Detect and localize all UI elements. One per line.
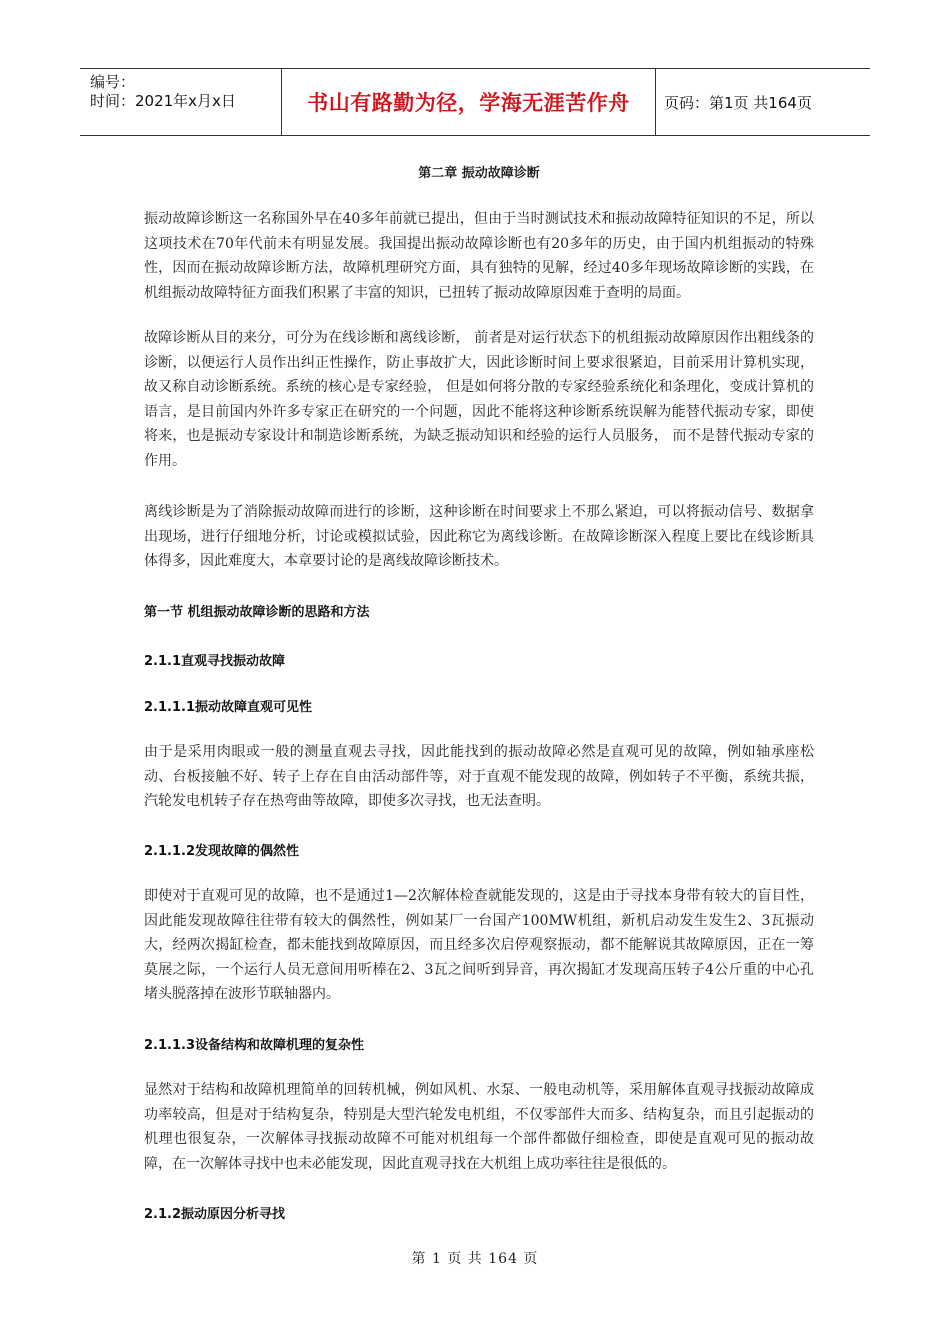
paragraph-visibility: 由于是采用肉眼或一般的测量直观去寻找，因此能找到的振动故障必然是直观可见的故障，例如轴承座松动、台板接触不好、转子上存在自由活动部件等，对于直观不能发现的故障，例如转子不平衡，系统共振，汽轮发电机转子存在热弯曲等故障，即使多次寻找，也无法查明。 (144, 744, 814, 809)
subsection-heading: 2.1.1直观寻找振动故障 (144, 654, 286, 669)
chapter-title: 第二章 振动故障诊断 (418, 166, 540, 181)
header-motto: 书山有路勤为径，学海无涯苦作舟 (281, 69, 656, 135)
section-heading: 第一节 机组振动故障诊断的思路和方法 (144, 605, 370, 620)
paragraph-contingency: 即使对于直观可见的故障，也不是通过1—2次解体检查就能发现的，这是由于寻找本身带有较大的盲目性，因此能发现故障往往带有较大的偶然性，例如某厂一台国产100MW机组，新机启动发生发生2、3瓦振动大，经两次揭缸检查，都未能找到故障原因，而且经多次启停观察振动，都不能解说其故障原因，正在一筹莫展之际，一个运行人员无意间用听棒在2、3瓦之间听到异音，再次揭缸才发现高压转子4公斤重的中心孔堵头脱落掉在波形节联轴器内。 (144, 888, 814, 1002)
paragraph-intro: 振动故障诊断这一名称国外早在40多年前就已提出，但由于当时测试技术和振动故障特征知识的不足，所以这项技术在70年代前未有明显发展。我国提出振动故障诊断也有20多年的历史，由于国内机组振动的特殊性，因而在振动故障诊断方法，故障机理研究方面，具有独特的见解，经过40多年现场故障诊断的实践，在机组振动故障特征方面我们积累了丰富的知识，已扭转了振动故障原因难于查明的局面。 (144, 211, 814, 301)
subsubsection-heading: 2.1.1.2发现故障的偶然性 (144, 844, 299, 859)
number-label: 编号： (90, 73, 136, 91)
subsection-heading: 2.1.2振动原因分析寻找 (144, 1207, 286, 1222)
subsubsection-heading: 2.1.1.1振动故障直观可见性 (144, 700, 312, 715)
header-meta (80, 69, 281, 135)
page-header (80, 68, 870, 136)
paragraph-complexity: 显然对于结构和故障机理简单的回转机械，例如风机、水泵、一般电动机等，采用解体直观寻找振动故障成功率较高，但是对于结构复杂，特别是大型汽轮发电机组，不仅零部件大而多、结构复杂，而且引起振动的机理也很复杂，一次解体寻找振动故障不可能对机组每一个部件都做仔细检查，即使是直观可见的振动故障，在一次解体寻找中也未必能发现，因此直观寻找在大机组上成功率往往是很低的。 (144, 1082, 814, 1172)
paragraph-offline-diagnosis: 离线诊断是为了消除振动故障而进行的诊断，这种诊断在时间要求上不那么紧迫，可以将振动信号、数据拿出现场，进行仔细地分析，讨论或模拟试验，因此称它为离线诊断。在故障诊断深入程度上要比在线诊断具体得多，因此难度大，本章要讨论的是离线故障诊断技术。 (144, 504, 814, 569)
header-page-info: 页码：第1页 共164页 (664, 93, 812, 112)
paragraph-online-diagnosis: 故障诊断从目的来分，可分为在线诊断和离线诊断， 前者是对运行状态下的机组振动故障原因作出粗线条的诊断，以便运行人员作出纠正性操作，防止事故扩大，因此诊断时间上要求很紧迫，目前采用计算机实现，故又称自动诊断系统。系统的核心是专家经验， 但是如何将分散的专家经验系统化和条理化，变成计算机的语言，是目前国内外许多专家正在研究的一个问题，因此不能将这种诊断系统误解为能替代振动专家，即使将来，也是振动专家设计和制造诊断系统，为缺乏振动知识和经验的运行人员服务， 而不是替代振动专家的作用。 (144, 330, 814, 469)
subsubsection-heading: 2.1.1.3设备结构和故障机理的复杂性 (144, 1038, 364, 1053)
page-footer: 第 1 页 共 164 页 (411, 1251, 539, 1267)
date-label: 时间：2021年x月x日 (90, 92, 236, 110)
